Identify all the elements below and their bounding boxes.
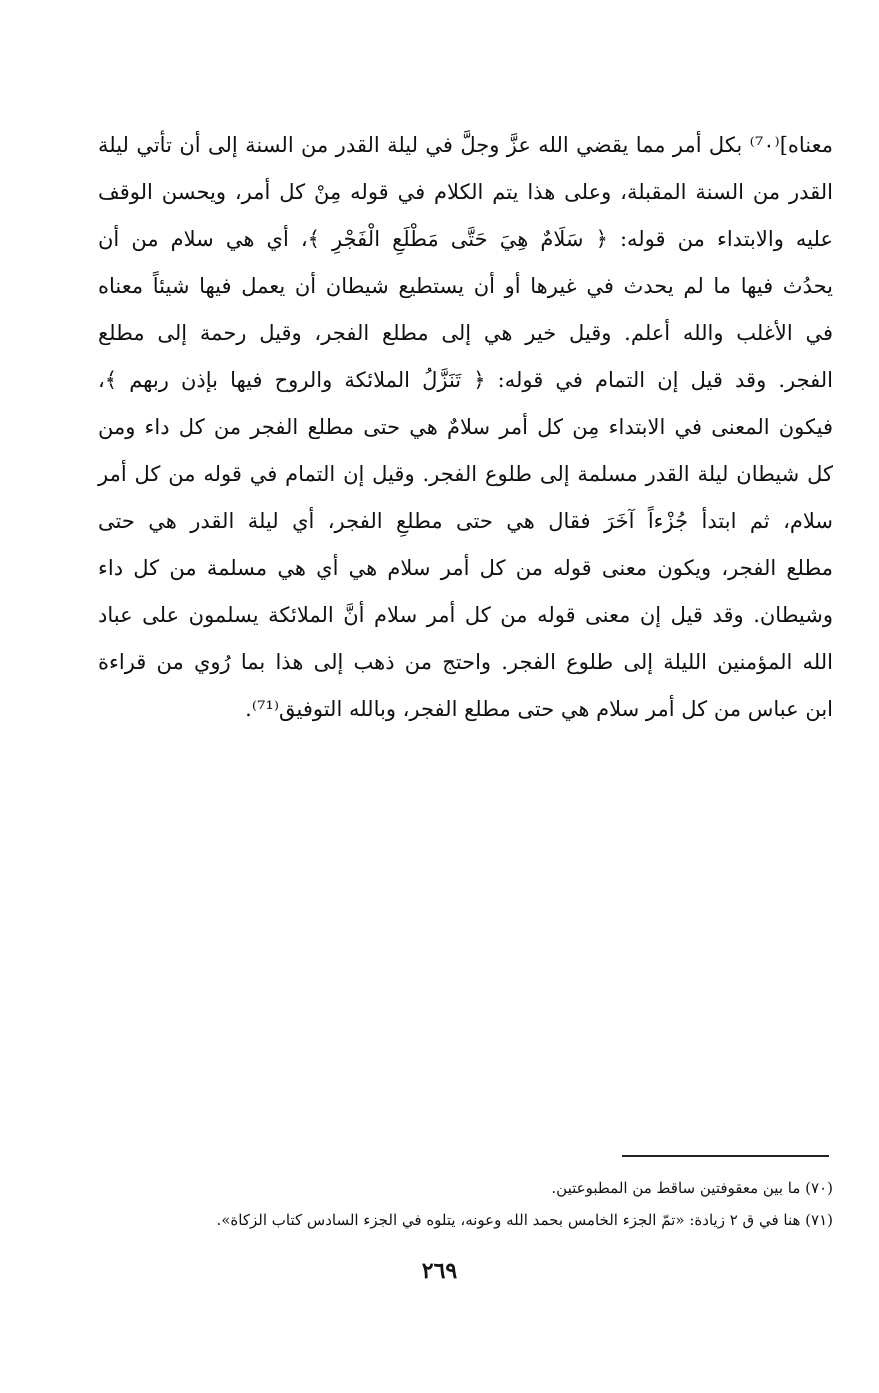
page-number: ٢٦٩ [421, 1258, 458, 1284]
footnotes [98, 1172, 833, 1236]
footnote: (٧١) هنا في ق ٢ زيادة: «تمّ الجزء الخامس بحمد الله وعونه، يتلوه في الجزء السادس كتاب الزكاة». [216, 1211, 833, 1229]
footnote: (٧٠) ما بين معقوفتين ساقط من المطبوعتين. [551, 1179, 833, 1197]
text-line: الفجر. وقد قيل إن التمام في قوله: ﴿ تَنَزَّلُ الملائكة والروح فيها بإذن ربهم ﴾، [98, 368, 833, 392]
text-line: مطلع الفجر، ويكون معنى قوله من كل أمر سلام هي أي هي مسلمة من كل داء [98, 556, 833, 580]
text-line: سلام، ثم ابتدأ جُزْءاً آخَرَ فقال هي حتى مطلعِ الفجر، أي ليلة القدر هي حتى [98, 509, 833, 533]
text-line: وشيطان. وقد قيل إن معنى قوله من كل أمر سلام أنَّ الملائكة يسلمون على عباد [98, 603, 833, 627]
main-text [98, 122, 833, 733]
text-line: عليه والابتداء من قوله: ﴿ سَلَامٌ هِيَ حَتَّى مَطْلَعِ الْفَجْرِ ﴾، أي هي سلام من أن [98, 227, 833, 251]
text-line: في الأغلب والله أعلم. وقيل خير هي إلى مطلع الفجر، وقيل رحمة إلى مطلع [98, 321, 833, 345]
footnote-divider [622, 1155, 829, 1157]
text-line: القدر من السنة المقبلة، وعلى هذا يتم الكلام في قوله مِنْ كل أمر، ويحسن الوقف [98, 180, 833, 204]
text-line: معناه]⁽⁷٠⁾ بكل أمر مما يقضي الله عزَّ وجلَّ في ليلة القدر من السنة إلى أن تأتي ليلة [98, 133, 833, 157]
text-line: كل شيطان ليلة القدر مسلمة إلى طلوع الفجر. وقيل إن التمام في قوله من كل أمر [98, 462, 833, 486]
text-line: ابن عباس من كل أمر سلام هي حتى مطلع الفجر، وبالله التوفيق⁽⁷¹⁾. [245, 697, 833, 721]
text-line: فيكون المعنى في الابتداء مِن كل أمر سلامٌ هي حتى مطلع الفجر من كل داء ومن [98, 415, 833, 439]
text-line: الله المؤمنين الليلة إلى طلوع الفجر. واحتج من ذهب إلى هذا بما رُوي من قراءة [98, 650, 833, 674]
text-line: يحدُث فيها ما لم يحدث في غيرها أو أن يستطيع شيطان أن يعمل فيها شيئاً معناه [98, 274, 833, 298]
